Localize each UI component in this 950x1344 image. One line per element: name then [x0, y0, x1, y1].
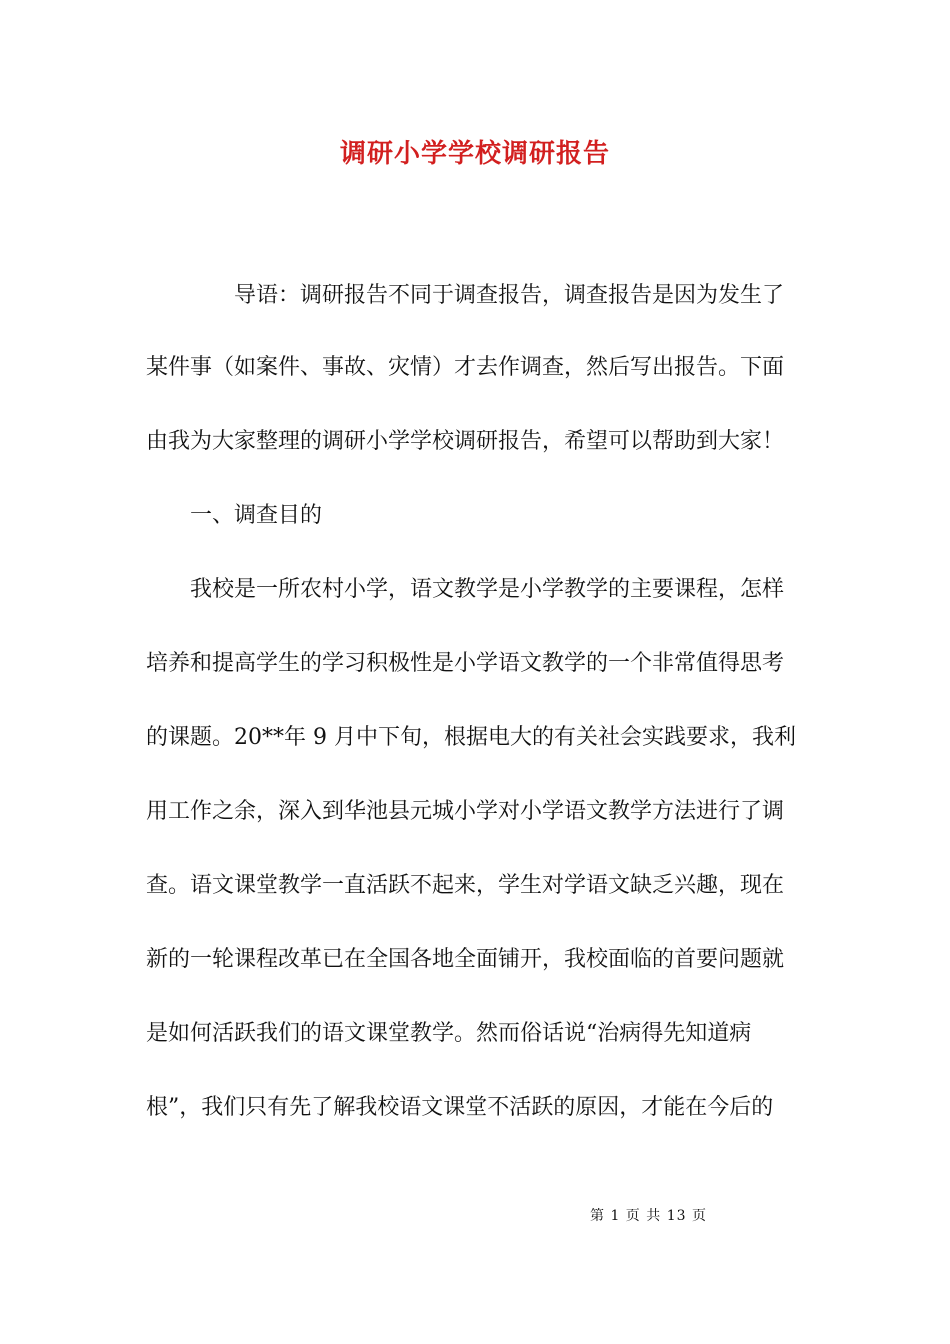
paragraph-line: 培养和提高学生的学习积极性是小学语文教学的一个非常值得思考 [146, 651, 785, 676]
paragraph-line: 我校是一所农村小学，语文教学是小学教学的主要课程，怎样 [190, 577, 785, 602]
paragraph-line: 由我为大家整理的调研小学学校调研报告，希望可以帮助到大家！ [146, 429, 785, 454]
paragraph-line: 某件事（如案件、事故、灾情）才去作调查，然后写出报告。下面 [146, 355, 785, 380]
paragraph-line: 用工作之余，深入到华池县元城小学对小学语文教学方法进行了调 [146, 799, 785, 824]
section-heading: 一、调查目的 [190, 503, 323, 528]
paragraph-line: 的课题。20**年 9 月中下旬，根据电大的有关社会实践要求，我利 [146, 725, 796, 750]
paragraph-line: 新的一轮课程改革已在全国各地全面铺开，我校面临的首要问题就 [146, 947, 785, 972]
paragraph-line: 根”，我们只有先了解我校语文课堂不活跃的原因，才能在今后的 [146, 1095, 774, 1120]
page-number-footer: 第 1 页 共 13 页 [590, 1208, 707, 1224]
paragraph-line: 查。语文课堂教学一直活跃不起来，学生对学语文缺乏兴趣，现在 [146, 873, 785, 898]
paragraph-line: 导语：调研报告不同于调查报告，调查报告是因为发生了 [234, 283, 785, 308]
document-title: 调研小学学校调研报告 [339, 139, 610, 169]
paragraph-line: 是如何活跃我们的语文课堂教学。然而俗话说“治病得先知道病 [146, 1021, 752, 1046]
